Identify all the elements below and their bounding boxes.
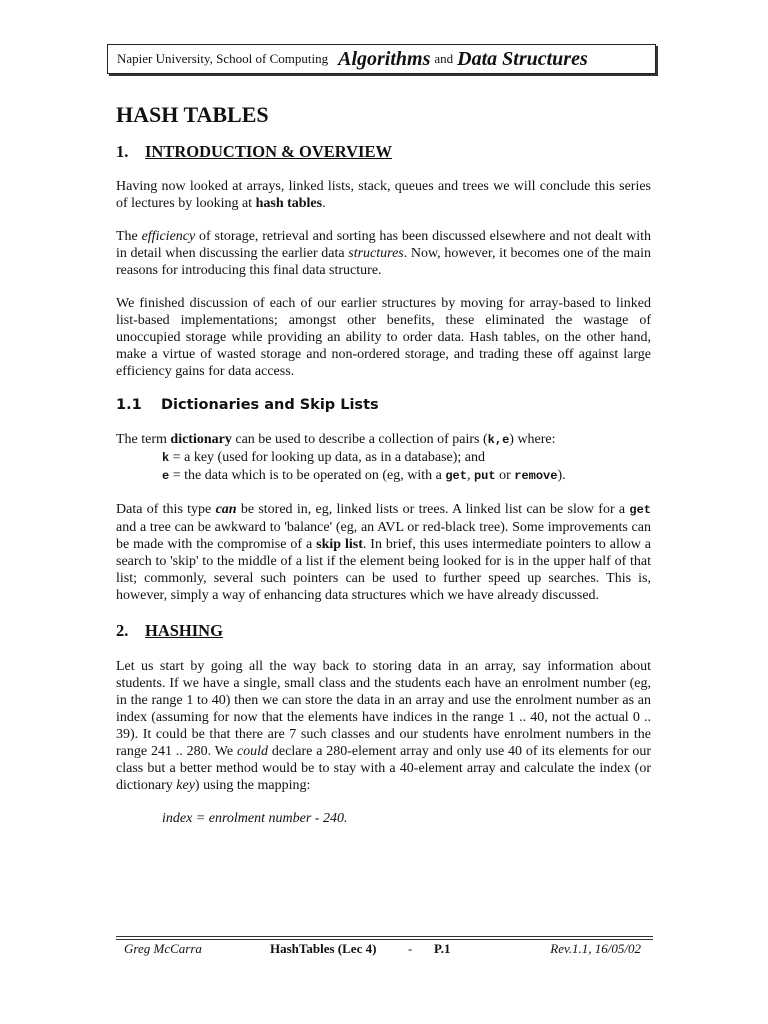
code-get-2: get	[629, 503, 651, 518]
term-dictionary: dictionary	[170, 432, 232, 448]
section-1-heading	[116, 141, 651, 162]
definition-e: e = the data which is to be operated on (eg, with a get, put or remove).	[162, 468, 566, 484]
section-2-heading	[116, 620, 651, 641]
section-1-paragraph-1: Having now looked at arrays, linked lists, stack, queues and trees we will conclude this series of lectures by looking at hash tables.	[116, 179, 651, 212]
header-title-algorithms: Algorithms	[338, 47, 431, 70]
section-1-1-heading	[116, 396, 651, 415]
footer-revision: Rev.1.1, 16/05/02	[550, 941, 641, 956]
term-can: can	[215, 502, 237, 518]
footer-rule-bottom	[116, 939, 653, 940]
code-remove: remove	[514, 469, 558, 484]
section-1-1-paragraph-1: The term dictionary can be used to describe a collection of pairs (k,e) where:	[116, 432, 556, 448]
section-2-title: HASHING	[145, 621, 223, 641]
code-e: e	[162, 469, 170, 484]
document-title: HASH TABLES	[116, 102, 269, 127]
footer-rule-top	[116, 936, 653, 937]
definition-k: k = a key (used for looking up data, as in a database); and	[162, 450, 485, 466]
term-efficiency: efficiency	[141, 229, 196, 245]
section-2-paragraph-1: Let us start by going all the way back to storing data in an array, say information about students. If we have a single, small class and the students each have an enrolment number (eg, in the range 1 to 40) then we can store the data in an array and use the enrolment number as an index (assuming for now that the elements have indices in the range 1 .. 40, not the actual 0 .. 39). It could be that there are 7 such classes and our students have enrolment numbers in the range 241 .. 280. We could declare a 280-element array and only use 40 of its elements for our class but a better method would be to stay with a 40-element array and calculate the index (or dictionary key) using the mapping:	[116, 658, 651, 793]
section-2-number: 2.	[116, 621, 129, 641]
term-key: key	[176, 777, 195, 793]
term-could: could	[236, 743, 269, 759]
section-1-number: 1.	[116, 141, 129, 161]
document-body	[116, 100, 651, 827]
term-structures: structures	[348, 246, 404, 262]
section-1-paragraph-2: The efficiency of storage, retrieval and sorting has been discussed elsewhere and not dealt with in detail when discussing the earlier data structures. Now, however, it becomes one of the main reasons for introducing this final data structure.	[116, 229, 651, 279]
term-skip-list: skip list	[316, 537, 363, 553]
section-1-title: INTRODUCTION & OVERVIEW	[145, 141, 392, 161]
section-1-1-paragraph-2: Data of this type can be stored in, eg, linked lists or trees. A linked list can be slow for a get and a tree can be awkward to 'balance' (eg, an AVL or red-black tree). Some improvements can be made with the compromise of a skip list. In brief, this uses intermediate pointers to allow a search to 'skip' to the middle of a list if the element being looked for is in the upper half of that list; commonly, several such pointers can be used to further speed up searches. This is, however, simply a way of enhancing data structures which we have already discussed.	[116, 502, 651, 604]
index-formula: index = enrolment number - 240.	[162, 810, 348, 826]
footer-page-number: P.1	[434, 941, 451, 956]
term-hash-tables: hash tables	[255, 196, 323, 212]
footer-dash: -	[408, 941, 413, 956]
section-1-paragraph-3: We finished discussion of each of our earlier structures by moving for array-based to linked list-based implementations; amongst other benefits, these eliminated the wastage of unoccupied storage while providing an ability to order data. Hash tables, on the other hand, make a virtue of wasted storage and non-ordered storage, and trading these off against large efficiency gains for data access.	[116, 296, 651, 380]
header-university: Napier University, School of Computing	[117, 51, 329, 66]
footer-author: Greg McCarra	[124, 941, 202, 956]
page-header	[107, 44, 656, 74]
section-1-1-number: 1.1	[116, 397, 142, 414]
code-get: get	[445, 469, 467, 484]
code-k: k	[162, 451, 170, 466]
section-1-1-title: Dictionaries and Skip Lists	[161, 397, 379, 414]
footer-document: HashTables (Lec 4)	[270, 941, 377, 956]
code-k-e: k,e	[487, 433, 510, 448]
header-and: and	[434, 51, 454, 66]
code-put: put	[473, 469, 496, 484]
header-title-data-structures: Data Structures	[457, 47, 588, 70]
